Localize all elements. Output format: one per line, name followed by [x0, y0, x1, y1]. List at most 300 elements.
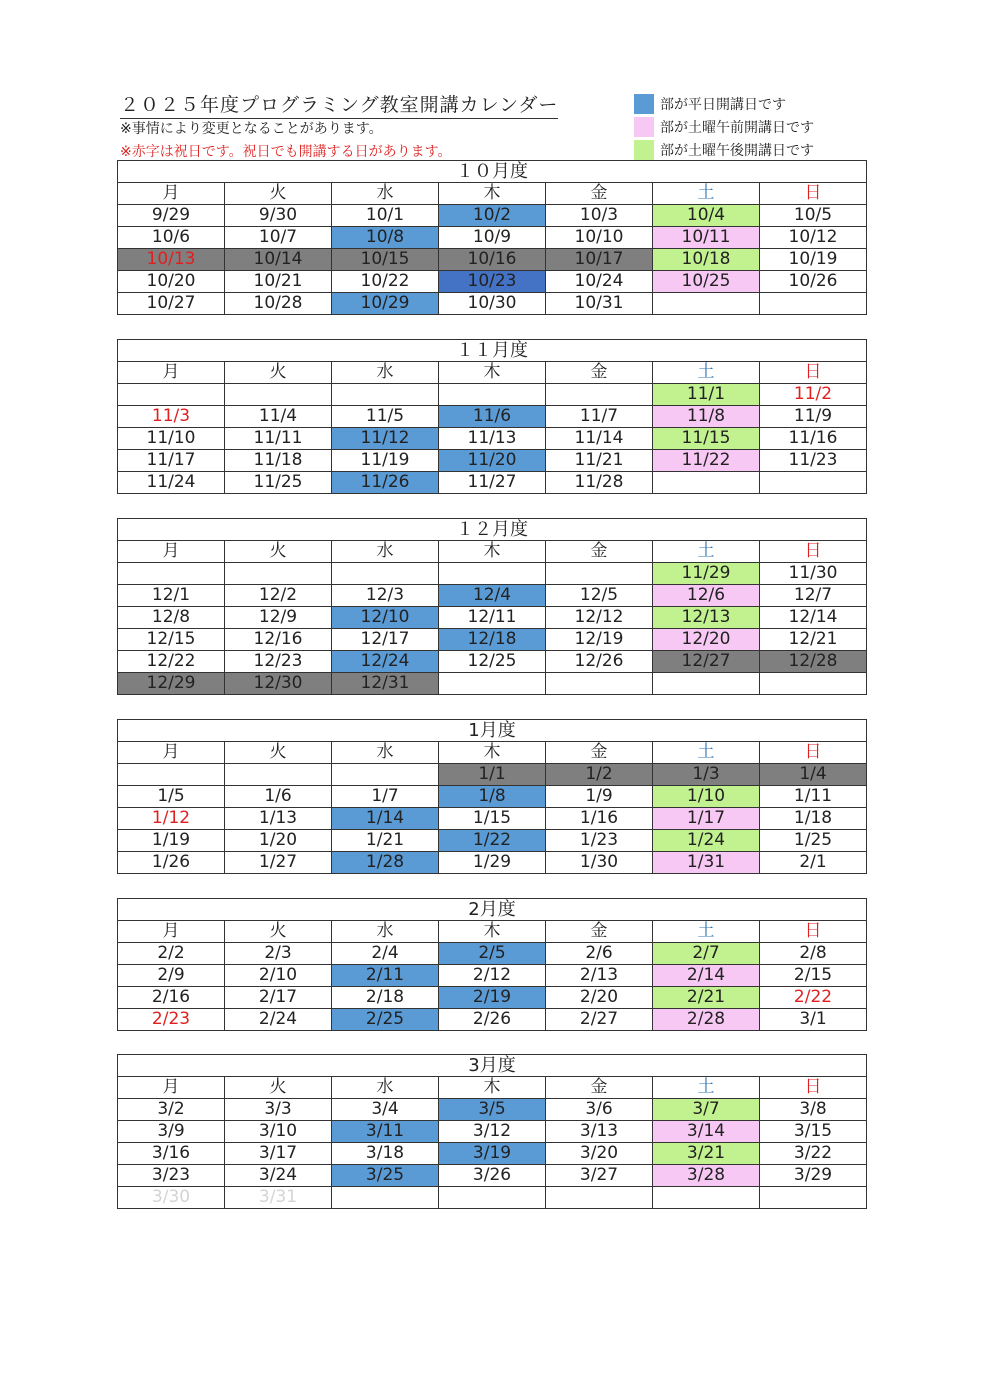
- week-row: [118, 384, 867, 406]
- day-cell: 2/8: [760, 943, 867, 965]
- day-cell: 11/28: [546, 472, 653, 494]
- day-cell: 3/14: [653, 1121, 760, 1143]
- day-cell: 11/22: [653, 450, 760, 472]
- day-cell: 10/28: [225, 293, 332, 315]
- day-cell: 11/12: [332, 428, 439, 450]
- day-cell: 3/7: [653, 1099, 760, 1121]
- legend-item-weekday: [634, 92, 814, 115]
- weekday-header: 月: [118, 1077, 225, 1099]
- week-row: [118, 673, 867, 695]
- day-cell: 12/2: [225, 585, 332, 607]
- weekday-header: 日: [760, 183, 867, 205]
- day-cell: 1/13: [225, 808, 332, 830]
- week-row: [118, 472, 867, 494]
- day-cell: 3/5: [439, 1099, 546, 1121]
- day-cell: 1/17: [653, 808, 760, 830]
- day-cell: 3/22: [760, 1143, 867, 1165]
- day-cell: 12/10: [332, 607, 439, 629]
- day-cell: 10/19: [760, 249, 867, 271]
- day-cell: 11/1: [653, 384, 760, 406]
- change-notice: ※事情により変更となることがあります。: [120, 121, 383, 137]
- day-cell: 2/24: [225, 1009, 332, 1031]
- day-cell: 9/30: [225, 205, 332, 227]
- day-cell: [225, 563, 332, 585]
- empty-slot: [332, 1187, 439, 1209]
- day-cell: 2/4: [332, 943, 439, 965]
- day-cell: 11/10: [118, 428, 225, 450]
- day-cell: 10/31: [546, 293, 653, 315]
- day-cell: 3/3: [225, 1099, 332, 1121]
- day-cell: 10/22: [332, 271, 439, 293]
- day-cell: 1/28: [332, 852, 439, 874]
- day-cell: 2/14: [653, 965, 760, 987]
- weekday-header: 火: [225, 362, 332, 384]
- day-cell: 10/15: [332, 249, 439, 271]
- weekday-header: 火: [225, 541, 332, 563]
- day-cell: 1/5: [118, 786, 225, 808]
- day-cell: 3/31: [225, 1187, 332, 1209]
- day-cell: 12/3: [332, 585, 439, 607]
- day-cell: 10/1: [332, 205, 439, 227]
- day-cell: 10/16: [439, 249, 546, 271]
- day-cell: 3/15: [760, 1121, 867, 1143]
- week-row: [118, 227, 867, 249]
- week-row: [118, 271, 867, 293]
- weekday-header: 月: [118, 183, 225, 205]
- day-cell: 12/6: [653, 585, 760, 607]
- day-cell: 10/17: [546, 249, 653, 271]
- legend-label-weekday: 部が平日開講日です: [660, 96, 786, 113]
- day-cell: 3/10: [225, 1121, 332, 1143]
- day-cell: 3/17: [225, 1143, 332, 1165]
- weekday-header: 金: [546, 1077, 653, 1099]
- day-cell: 2/21: [653, 987, 760, 1009]
- day-cell: 2/26: [439, 1009, 546, 1031]
- day-cell: 12/26: [546, 651, 653, 673]
- day-cell: 12/13: [653, 607, 760, 629]
- week-row: [118, 786, 867, 808]
- day-cell: 1/26: [118, 852, 225, 874]
- day-cell: 1/18: [760, 808, 867, 830]
- week-row: [118, 1187, 867, 1209]
- weekday-header: 水: [332, 742, 439, 764]
- weekday-header: 木: [439, 742, 546, 764]
- day-cell: 12/25: [439, 651, 546, 673]
- day-cell: 1/15: [439, 808, 546, 830]
- empty-slot: [439, 1187, 546, 1209]
- day-cell: 11/11: [225, 428, 332, 450]
- day-cell: 11/30: [760, 563, 867, 585]
- day-cell: 1/29: [439, 852, 546, 874]
- week-row: [118, 764, 867, 786]
- weekday-header: 金: [546, 362, 653, 384]
- day-cell: [332, 764, 439, 786]
- weekday-header: 金: [546, 921, 653, 943]
- weekday-header: 日: [760, 921, 867, 943]
- day-cell: 1/8: [439, 786, 546, 808]
- empty-slot: [760, 1187, 867, 1209]
- legend: [634, 92, 814, 161]
- day-cell: 10/21: [225, 271, 332, 293]
- day-cell: 1/4: [760, 764, 867, 786]
- day-cell: 2/17: [225, 987, 332, 1009]
- legend-label-saturday-pm: 部が土曜午後開講日です: [660, 142, 814, 159]
- day-cell: 11/29: [653, 563, 760, 585]
- day-cell: 2/15: [760, 965, 867, 987]
- day-cell: 11/6: [439, 406, 546, 428]
- day-cell: 12/27: [653, 651, 760, 673]
- day-cell: 11/17: [118, 450, 225, 472]
- weekday-header: 月: [118, 541, 225, 563]
- week-row: [118, 205, 867, 227]
- week-row: [118, 852, 867, 874]
- month-table: [117, 719, 867, 874]
- week-row: [118, 830, 867, 852]
- weekday-header: 土: [653, 921, 760, 943]
- day-cell: 11/18: [225, 450, 332, 472]
- day-cell: 10/2: [439, 205, 546, 227]
- day-cell: 11/19: [332, 450, 439, 472]
- day-cell: 10/25: [653, 271, 760, 293]
- day-cell: [225, 764, 332, 786]
- day-cell: 2/10: [225, 965, 332, 987]
- day-cell: 11/15: [653, 428, 760, 450]
- week-row: [118, 987, 867, 1009]
- weekday-header: 木: [439, 541, 546, 563]
- weekday-header: 月: [118, 921, 225, 943]
- day-cell: 3/23: [118, 1165, 225, 1187]
- day-cell: 10/6: [118, 227, 225, 249]
- weekday-header: 金: [546, 183, 653, 205]
- weekday-header: 日: [760, 1077, 867, 1099]
- weekday-header: 水: [332, 921, 439, 943]
- day-cell: 12/15: [118, 629, 225, 651]
- day-cell: 1/3: [653, 764, 760, 786]
- empty-slot: [653, 1187, 760, 1209]
- day-cell: 1/11: [760, 786, 867, 808]
- day-cell: 2/3: [225, 943, 332, 965]
- weekday-header: 水: [332, 362, 439, 384]
- day-cell: [118, 384, 225, 406]
- week-row: [118, 965, 867, 987]
- day-cell: 10/23: [439, 271, 546, 293]
- day-cell: 12/28: [760, 651, 867, 673]
- day-cell: 2/18: [332, 987, 439, 1009]
- day-cell: 12/12: [546, 607, 653, 629]
- day-cell: 12/24: [332, 651, 439, 673]
- legend-label-saturday-am: 部が土曜午前開講日です: [660, 119, 814, 136]
- day-cell: 12/21: [760, 629, 867, 651]
- day-cell: 1/14: [332, 808, 439, 830]
- day-cell: 10/11: [653, 227, 760, 249]
- day-cell: 12/18: [439, 629, 546, 651]
- weekday-header: 金: [546, 742, 653, 764]
- day-cell: 2/25: [332, 1009, 439, 1031]
- day-cell: 1/22: [439, 830, 546, 852]
- day-cell: 11/26: [332, 472, 439, 494]
- day-cell: 3/13: [546, 1121, 653, 1143]
- weekday-header: 月: [118, 742, 225, 764]
- weekday-header: 木: [439, 183, 546, 205]
- day-cell: 10/4: [653, 205, 760, 227]
- day-cell: 11/24: [118, 472, 225, 494]
- month-title: １１月度: [118, 340, 867, 362]
- day-cell: 3/25: [332, 1165, 439, 1187]
- day-cell: 3/9: [118, 1121, 225, 1143]
- weekday-header: 火: [225, 921, 332, 943]
- day-cell: 11/3: [118, 406, 225, 428]
- week-row: [118, 808, 867, 830]
- week-row: [118, 563, 867, 585]
- day-cell: [546, 384, 653, 406]
- day-cell: [118, 764, 225, 786]
- day-cell: [760, 293, 867, 315]
- day-cell: 10/8: [332, 227, 439, 249]
- day-cell: [653, 673, 760, 695]
- legend-item-saturday-pm: [634, 138, 814, 161]
- day-cell: 3/28: [653, 1165, 760, 1187]
- day-cell: 2/19: [439, 987, 546, 1009]
- weekday-header: 火: [225, 742, 332, 764]
- day-cell: 11/20: [439, 450, 546, 472]
- day-cell: 2/23: [118, 1009, 225, 1031]
- day-cell: 1/1: [439, 764, 546, 786]
- day-cell: 12/20: [653, 629, 760, 651]
- day-cell: [760, 673, 867, 695]
- day-cell: 10/24: [546, 271, 653, 293]
- day-cell: 1/10: [653, 786, 760, 808]
- day-cell: 1/25: [760, 830, 867, 852]
- day-cell: [546, 673, 653, 695]
- weekday-header: 木: [439, 362, 546, 384]
- day-cell: 3/30: [118, 1187, 225, 1209]
- weekday-header: 日: [760, 742, 867, 764]
- day-cell: 12/29: [118, 673, 225, 695]
- legend-swatch-weekday: [634, 94, 654, 114]
- day-cell: 1/12: [118, 808, 225, 830]
- month-title: 1月度: [118, 720, 867, 742]
- day-cell: 2/2: [118, 943, 225, 965]
- weekday-header: 日: [760, 541, 867, 563]
- weekday-header: 木: [439, 921, 546, 943]
- day-cell: 10/20: [118, 271, 225, 293]
- week-row: [118, 249, 867, 271]
- week-row: [118, 293, 867, 315]
- day-cell: 12/30: [225, 673, 332, 695]
- day-cell: 3/12: [439, 1121, 546, 1143]
- day-cell: 11/5: [332, 406, 439, 428]
- day-cell: 2/12: [439, 965, 546, 987]
- weekday-header: 土: [653, 742, 760, 764]
- day-cell: 10/27: [118, 293, 225, 315]
- day-cell: 1/23: [546, 830, 653, 852]
- weekday-header: 金: [546, 541, 653, 563]
- day-cell: 11/16: [760, 428, 867, 450]
- day-cell: 10/29: [332, 293, 439, 315]
- day-cell: 3/6: [546, 1099, 653, 1121]
- week-row: [118, 406, 867, 428]
- day-cell: 1/16: [546, 808, 653, 830]
- day-cell: 12/14: [760, 607, 867, 629]
- day-cell: 12/19: [546, 629, 653, 651]
- day-cell: 9/29: [118, 205, 225, 227]
- day-cell: [118, 563, 225, 585]
- day-cell: 12/22: [118, 651, 225, 673]
- day-cell: 2/1: [760, 852, 867, 874]
- day-cell: 2/7: [653, 943, 760, 965]
- day-cell: 3/4: [332, 1099, 439, 1121]
- day-cell: 3/16: [118, 1143, 225, 1165]
- legend-item-saturday-am: [634, 115, 814, 138]
- day-cell: 10/7: [225, 227, 332, 249]
- day-cell: 1/27: [225, 852, 332, 874]
- day-cell: 2/22: [760, 987, 867, 1009]
- day-cell: 1/6: [225, 786, 332, 808]
- legend-swatch-saturday-am: [634, 117, 654, 137]
- weekday-header: 土: [653, 183, 760, 205]
- day-cell: 2/11: [332, 965, 439, 987]
- day-cell: 2/9: [118, 965, 225, 987]
- day-cell: [439, 673, 546, 695]
- day-cell: 11/14: [546, 428, 653, 450]
- day-cell: 3/24: [225, 1165, 332, 1187]
- week-row: [118, 1121, 867, 1143]
- month-title: 3月度: [118, 1055, 867, 1077]
- day-cell: 1/30: [546, 852, 653, 874]
- day-cell: 2/28: [653, 1009, 760, 1031]
- week-row: [118, 629, 867, 651]
- day-cell: 10/9: [439, 227, 546, 249]
- day-cell: 1/7: [332, 786, 439, 808]
- day-cell: 3/2: [118, 1099, 225, 1121]
- day-cell: 3/1: [760, 1009, 867, 1031]
- month-table: [117, 1054, 867, 1209]
- day-cell: 10/3: [546, 205, 653, 227]
- month-table: [117, 898, 867, 1031]
- weekday-header: 土: [653, 541, 760, 563]
- day-cell: 10/13: [118, 249, 225, 271]
- day-cell: 2/27: [546, 1009, 653, 1031]
- day-cell: 2/16: [118, 987, 225, 1009]
- day-cell: 10/18: [653, 249, 760, 271]
- weekday-header: 日: [760, 362, 867, 384]
- day-cell: 11/21: [546, 450, 653, 472]
- day-cell: 12/5: [546, 585, 653, 607]
- day-cell: 3/20: [546, 1143, 653, 1165]
- weekday-header: 土: [653, 1077, 760, 1099]
- month-title: 2月度: [118, 899, 867, 921]
- day-cell: 12/9: [225, 607, 332, 629]
- day-cell: 3/18: [332, 1143, 439, 1165]
- day-cell: [225, 384, 332, 406]
- week-row: [118, 607, 867, 629]
- day-cell: 12/1: [118, 585, 225, 607]
- day-cell: 11/25: [225, 472, 332, 494]
- day-cell: 3/26: [439, 1165, 546, 1187]
- day-cell: [332, 384, 439, 406]
- day-cell: 10/5: [760, 205, 867, 227]
- day-cell: 2/20: [546, 987, 653, 1009]
- month-title: １０月度: [118, 161, 867, 183]
- day-cell: 1/9: [546, 786, 653, 808]
- day-cell: 12/11: [439, 607, 546, 629]
- weekday-header: 水: [332, 1077, 439, 1099]
- month-table: [117, 339, 867, 494]
- day-cell: 12/7: [760, 585, 867, 607]
- week-row: [118, 428, 867, 450]
- day-cell: 10/10: [546, 227, 653, 249]
- week-row: [118, 450, 867, 472]
- day-cell: 3/29: [760, 1165, 867, 1187]
- day-cell: 1/2: [546, 764, 653, 786]
- day-cell: 11/13: [439, 428, 546, 450]
- day-cell: 11/9: [760, 406, 867, 428]
- day-cell: 3/19: [439, 1143, 546, 1165]
- week-row: [118, 1143, 867, 1165]
- day-cell: 11/2: [760, 384, 867, 406]
- day-cell: 2/6: [546, 943, 653, 965]
- holiday-notice: ※赤字は祝日です。祝日でも開講する日があります。: [120, 144, 452, 160]
- weekday-header: 水: [332, 541, 439, 563]
- day-cell: 1/31: [653, 852, 760, 874]
- weekday-header: 土: [653, 362, 760, 384]
- month-table: [117, 518, 867, 695]
- day-cell: 1/24: [653, 830, 760, 852]
- day-cell: 11/27: [439, 472, 546, 494]
- empty-slot: [546, 1187, 653, 1209]
- day-cell: [760, 472, 867, 494]
- day-cell: 3/8: [760, 1099, 867, 1121]
- day-cell: [546, 563, 653, 585]
- week-row: [118, 1165, 867, 1187]
- day-cell: 10/26: [760, 271, 867, 293]
- weekday-header: 火: [225, 183, 332, 205]
- day-cell: 10/30: [439, 293, 546, 315]
- day-cell: 11/23: [760, 450, 867, 472]
- day-cell: 3/11: [332, 1121, 439, 1143]
- day-cell: 12/8: [118, 607, 225, 629]
- day-cell: 2/5: [439, 943, 546, 965]
- day-cell: 12/17: [332, 629, 439, 651]
- week-row: [118, 651, 867, 673]
- day-cell: 3/27: [546, 1165, 653, 1187]
- day-cell: 2/13: [546, 965, 653, 987]
- weekday-header: 水: [332, 183, 439, 205]
- legend-swatch-saturday-pm: [634, 140, 654, 160]
- day-cell: 12/4: [439, 585, 546, 607]
- weekday-header: 火: [225, 1077, 332, 1099]
- day-cell: 1/21: [332, 830, 439, 852]
- day-cell: 3/21: [653, 1143, 760, 1165]
- day-cell: 11/7: [546, 406, 653, 428]
- day-cell: 12/16: [225, 629, 332, 651]
- day-cell: 11/4: [225, 406, 332, 428]
- day-cell: 10/12: [760, 227, 867, 249]
- day-cell: 12/23: [225, 651, 332, 673]
- day-cell: [653, 293, 760, 315]
- day-cell: [653, 472, 760, 494]
- day-cell: 1/19: [118, 830, 225, 852]
- month-title: １２月度: [118, 519, 867, 541]
- page-title: ２０２５年度プログラミング教室開講カレンダー: [120, 90, 558, 119]
- day-cell: 11/8: [653, 406, 760, 428]
- day-cell: [439, 384, 546, 406]
- month-table: [117, 160, 867, 315]
- week-row: [118, 585, 867, 607]
- day-cell: 1/20: [225, 830, 332, 852]
- day-cell: [332, 563, 439, 585]
- day-cell: 12/31: [332, 673, 439, 695]
